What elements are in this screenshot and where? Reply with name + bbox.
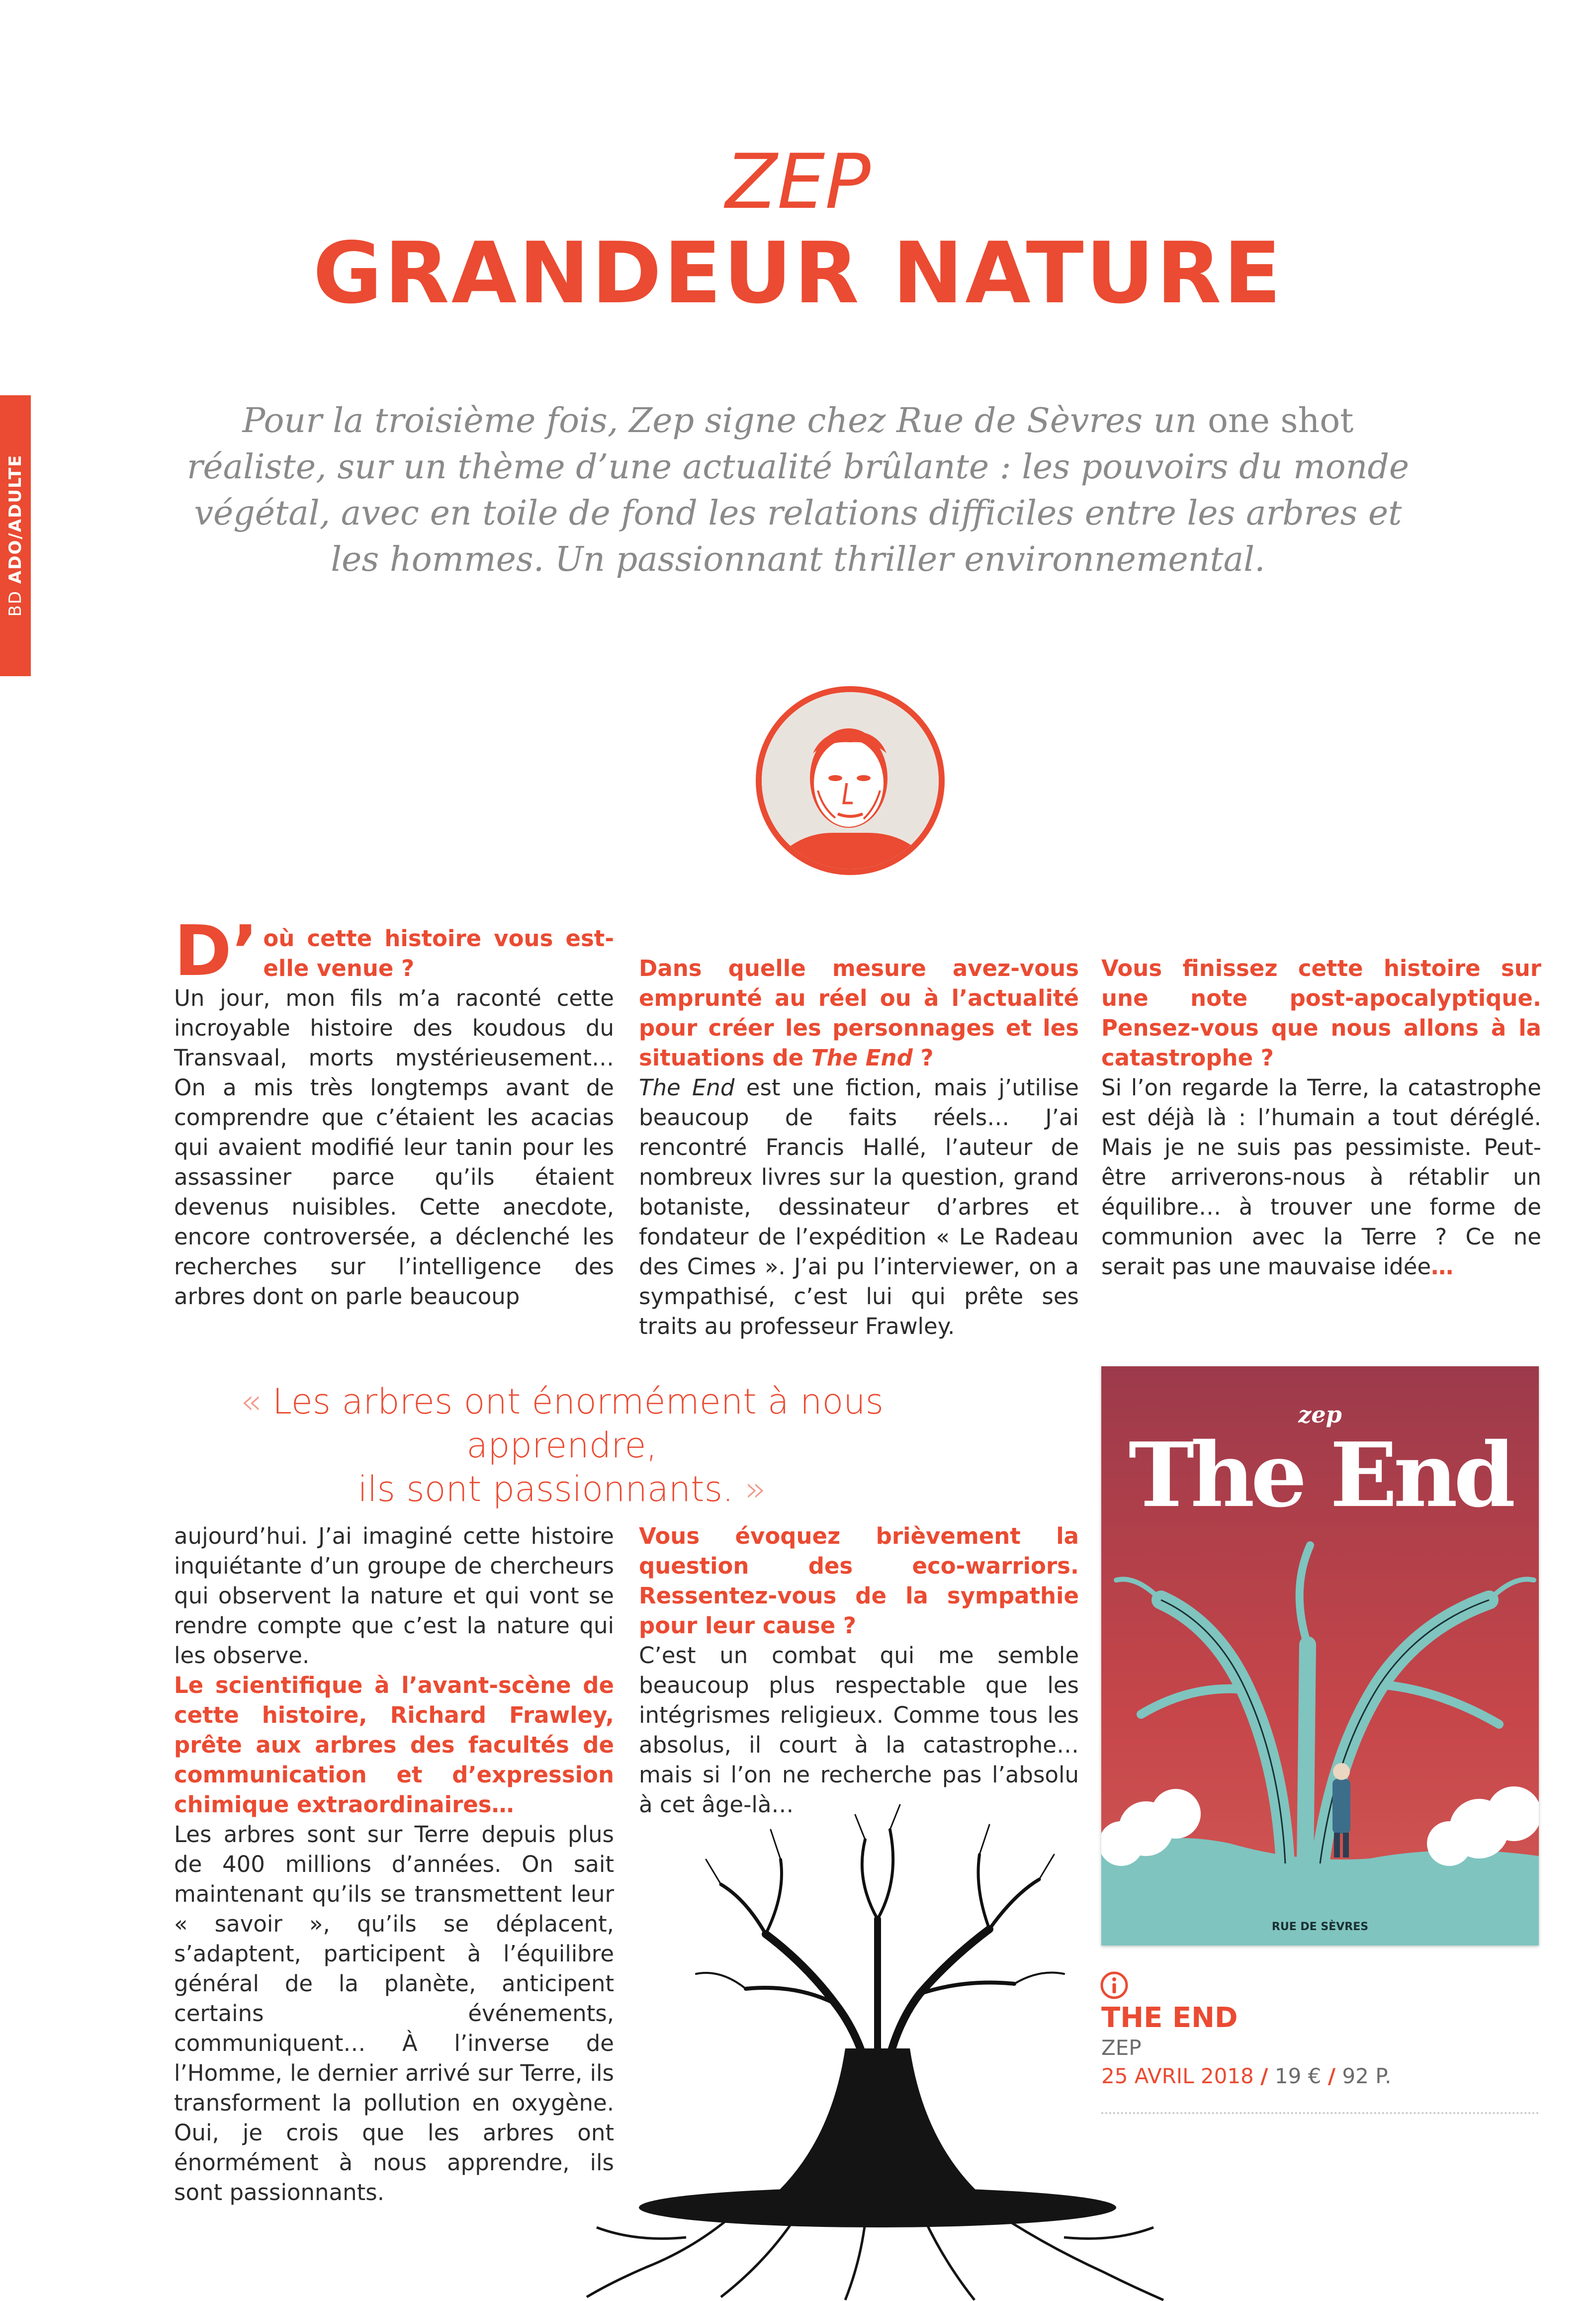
book-meta: 25 AVRIL 2018 / 19 € / 92 P. bbox=[1101, 2064, 1392, 2088]
question: Dans quelle mesure avez-vous emprunté au réel ou à l’actualité pour créer les personnages et les situations de The End ? bbox=[639, 955, 1079, 1071]
cover-title: The End bbox=[1128, 1423, 1512, 1527]
page-title: GRANDEUR NATURE bbox=[313, 224, 1283, 323]
answer: C’est un combat qui me semble beaucoup plus respectable que les intégrismes religieux. Comme tous les absolus, il court à la catastrophe… mais si l’on ne recherche pas l’absolu à cet âge-là… bbox=[639, 1642, 1079, 1818]
cover-publisher: RUE DE SÈVRES bbox=[1271, 1921, 1369, 1933]
title-author: ZEP bbox=[725, 138, 871, 226]
answer: Les arbres sont sur Terre depuis plus de 400 millions d’années. On sait maintenant qu’ils se transmettent leur « savoir », qu’ils se déplacent, s’adaptent, participent à l’équilibre général de la planète, anticipent certains événements, communiquent… À l’inverse de l’Homme, le dernier arrivé sur Terre, ils transforment la pollution en oxygène. Oui, je crois que les arbres ont énormément à nous apprendre, ils sont passionnants. bbox=[174, 1821, 614, 2206]
intro-text: Pour la troisième fois, Zep signe chez Rue de Sèvres un one shot réaliste, sur un thème d’une actualité brûlante : les pouvoirs du monde végétal, avec en toile de fond les relations difficiles entre les arbres et les hommes. Un passionnant thriller environnemental. bbox=[186, 401, 1410, 579]
book-author: ZEP bbox=[1101, 2036, 1142, 2060]
info-icon bbox=[1100, 1971, 1128, 1999]
drop-cap: D’ bbox=[174, 911, 259, 992]
pull-quote: « Les arbres ont énormément à nous apprendre, ils sont passionnants. » bbox=[240, 1381, 884, 1509]
question: où cette histoire vous est-elle venue ? bbox=[263, 925, 614, 981]
book-title: THE END bbox=[1101, 2002, 1238, 2034]
question: Le scientifique à l’avant-scène de cette histoire, Richard Frawley, prête aux arbres des facultés de communication et d’expression chimique extraordinaires… bbox=[174, 1672, 614, 1818]
interview-column-1 bbox=[174, 911, 614, 1312]
answer: Un jour, mon fils m’a raconté cette incroyable histoire des koudous du Transvaal, morts mystérieusement… On a mis très longtemps avant de comprendre que c’étaient les acacias qui avaient modifié leur tanin pour les assassiner parce qu’ils étaient devenus nuisibles. Cette anecdote, encore controversée, a déclenché les recherches sur l’intelligence des arbres dont on parle beaucoup bbox=[174, 985, 614, 1310]
interview-column-2 bbox=[639, 954, 1079, 1341]
answer: The End est une fiction, mais j’utilise beaucoup de faits réels… J’ai rencontré Francis Hallé, l’auteur de nombreux livres sur la question, grand botaniste, dessinateur d’arbres et fondateur de l’expédition « Le Radeau des Cimes ». J’ai pu l’interviewer, on a sympathisé, c’est lui qui prête ses traits au professeur Frawley. bbox=[639, 1074, 1079, 1339]
interview-column-3 bbox=[1101, 954, 1541, 1282]
cover-author: zep bbox=[1298, 1401, 1342, 1428]
answer: Si l’on regarde la Terre, la catastrophe est déjà là : l’humain a tout déréglé. Mais je ne suis pas pessimiste. Peut-être arriverons-nous à rétablir un équilibre… à trouver une forme de communion avec la Terre ? Ce ne serait pas une mauvaise idée… bbox=[1101, 1074, 1541, 1280]
section-tab-label: BD ADO/ADULTE bbox=[5, 454, 25, 617]
answer: aujourd’hui. J’ai imaginé cette histoire inquiétante d’un groupe de chercheurs qui observent la nature et qui vont se rendre compte que c’est la nature qui les observe. bbox=[174, 1523, 614, 1669]
divider bbox=[1101, 2112, 1539, 2114]
question: Vous évoquez brièvement la question des eco-warriors. Ressentez-vous de la sympathie pour leur cause ? bbox=[639, 1523, 1079, 1639]
author-portrait bbox=[753, 684, 947, 878]
question: Vous finissez cette histoire sur une note post-apocalyptique. Pensez-vous que nous allons à la catastrophe ? bbox=[1101, 955, 1541, 1071]
